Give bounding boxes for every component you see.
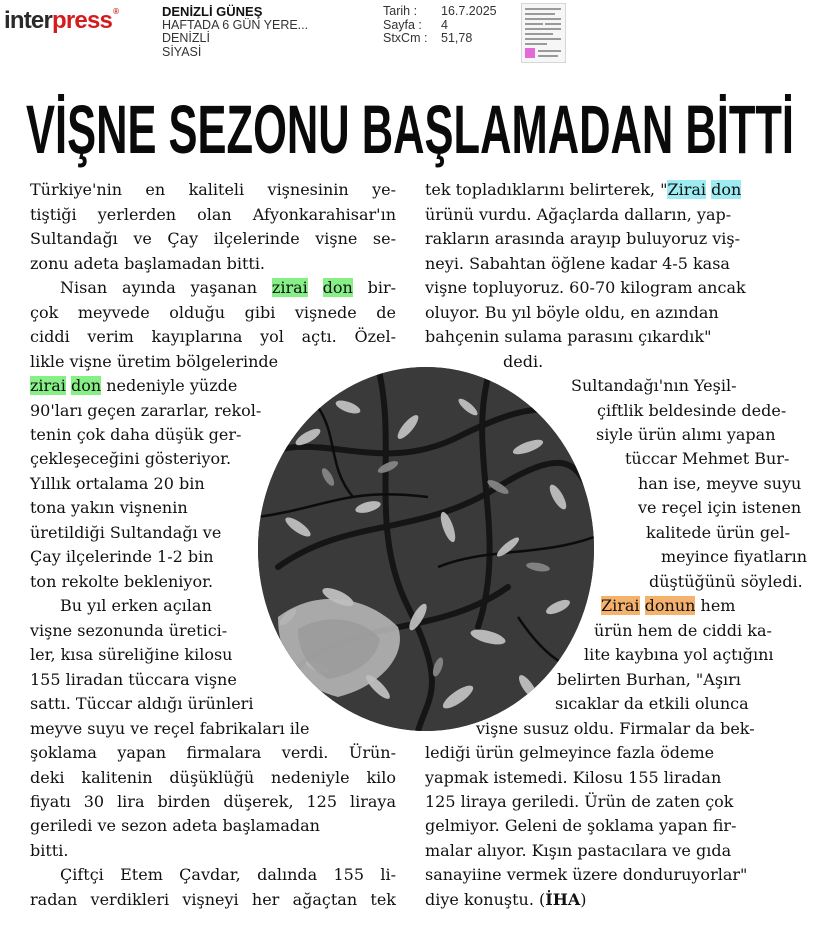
article-line xyxy=(30,790,396,814)
line-text: ve reçel için istenen xyxy=(638,498,802,517)
article-line xyxy=(625,447,789,471)
line-text: neyi. Sabahtan öğlene kadar 4-5 kasa xyxy=(425,254,730,273)
line-text xyxy=(640,596,645,615)
source-meta xyxy=(162,5,308,59)
line-text: ) xyxy=(580,890,587,909)
article-line xyxy=(30,447,231,471)
article-line xyxy=(30,888,396,912)
line-text: ler, kısa süreliğine kilosu xyxy=(30,645,233,664)
page-label: Sayfa : xyxy=(383,17,422,32)
line-text: nedeniyle yüzde xyxy=(101,376,238,395)
article-line xyxy=(425,301,719,325)
article-line xyxy=(30,717,309,741)
line-text: tek topladıklarını belirterek, " xyxy=(425,180,668,199)
article-line xyxy=(30,350,278,374)
line-text: deki kalitenin düşüklüğü nedeniyle kilo xyxy=(30,768,396,787)
publication-frequency: HAFTADA 6 GÜN YERE... xyxy=(162,17,309,32)
line-text: ciddi verim kayıplarına yol açtı. Özel- xyxy=(30,327,396,346)
page-thumbnail[interactable] xyxy=(521,3,566,63)
article-line xyxy=(601,594,735,618)
line-text: han ise, meyve suyu xyxy=(638,474,802,493)
article-line xyxy=(594,619,772,643)
highlighted-keyword: donun xyxy=(644,596,696,615)
line-text xyxy=(308,278,323,297)
article-line xyxy=(555,692,749,716)
line-text: bir- xyxy=(352,278,396,297)
highlighted-keyword: don xyxy=(322,278,353,297)
article-line xyxy=(661,545,807,569)
line-text: gelmiyor. Geleni de şoklama yapan fir- xyxy=(425,816,737,835)
line-text: dedi. xyxy=(503,352,544,371)
line-text: hem xyxy=(695,596,736,615)
highlighted-keyword: don xyxy=(70,376,102,395)
highlighted-keyword: Zirai xyxy=(601,596,640,615)
article-line xyxy=(476,717,755,741)
article-line xyxy=(30,766,396,790)
line-text: 125 liraya geriledi. Ürün de zaten çok xyxy=(425,792,734,811)
article-line xyxy=(30,325,396,349)
line-text: lediği ürün gelmeyince fazla ödeme xyxy=(425,743,715,762)
line-text: zonu adeta başlamadan bitti. xyxy=(30,254,266,273)
article-line xyxy=(30,839,68,863)
article-line xyxy=(30,178,396,202)
article-line xyxy=(597,399,786,423)
stxcm-label: StxCm : xyxy=(383,31,428,45)
line-text: tenin çok daha düşük ger- xyxy=(30,425,242,444)
line-text: çok meyvede olduğu gibi vişnede de xyxy=(30,303,396,322)
article-line xyxy=(30,203,396,227)
line-text: oluyor. Bu yıl böyle oldu, en azından xyxy=(425,303,719,322)
article-line xyxy=(30,423,241,447)
article-line xyxy=(30,619,227,643)
article-line xyxy=(60,276,396,300)
line-text: Nisan ayında yaşanan xyxy=(60,278,272,297)
article-line xyxy=(425,227,740,251)
line-text: lite kaybına yol açtığını xyxy=(584,645,774,664)
article-line xyxy=(584,643,773,667)
agency-credit: İHA xyxy=(545,890,581,909)
line-text: tüccar Mehmet Bur- xyxy=(625,449,790,468)
article-line xyxy=(425,252,730,276)
article-line xyxy=(30,496,188,520)
line-text: sıcaklar da etkili olunca xyxy=(555,694,749,713)
line-text: çekleşeceğini gösteriyor. xyxy=(30,449,232,468)
line-text: meyince fiyatların xyxy=(661,547,808,566)
interpress-logo: interpress® xyxy=(4,7,119,34)
article-line xyxy=(425,178,741,202)
article-line xyxy=(649,570,803,594)
article-line xyxy=(30,252,265,276)
line-text: likle vişne üretim bölgelerinde xyxy=(30,352,279,371)
article-line xyxy=(30,521,221,545)
line-text: bitti. xyxy=(30,841,69,860)
stxcm-value: 51,78 xyxy=(441,31,473,45)
publication-category: SİYASİ xyxy=(162,44,202,59)
line-text: diye konuştu. ( xyxy=(425,890,546,909)
page-value: 4 xyxy=(441,17,448,32)
line-text: Çiftçi Etem Çavdar, dalında 155 li- xyxy=(60,865,396,884)
article-line xyxy=(30,643,232,667)
article-line xyxy=(596,423,776,447)
headline: VİŞNE SEZONU BAŞLAMADAN BİTTİ xyxy=(26,91,795,168)
line-text: Türkiye'nin en kaliteli vişnesinin ye- xyxy=(30,180,396,199)
line-text: tona yakın vişnenin xyxy=(30,498,188,517)
line-text: Çay ilçelerinde 1-2 bin xyxy=(30,547,214,566)
line-text: çiftlik beldesinde dede- xyxy=(597,401,787,420)
line-text: malar alıyor. Kışın pastacılara ve gıda xyxy=(425,841,732,860)
clipping-info xyxy=(383,5,497,46)
highlighted-keyword: Zirai xyxy=(667,180,707,199)
line-text: sanayiine vermek üzere donduruyorlar" xyxy=(425,865,748,884)
line-text: sattı. Tüccar aldığı ürünleri xyxy=(30,694,254,713)
article-line xyxy=(425,325,711,349)
article-line xyxy=(425,863,747,887)
article-line xyxy=(30,668,237,692)
highlighted-keyword: zirai xyxy=(30,376,66,395)
line-text: vişne sezonunda üretici- xyxy=(30,621,228,640)
article-line xyxy=(30,692,253,716)
line-text: vişne susuz oldu. Firmalar da bek- xyxy=(476,719,755,738)
article-line xyxy=(503,350,543,374)
article-line xyxy=(425,766,721,790)
article-line xyxy=(425,814,736,838)
line-text: Yıllık ortalama 20 bin xyxy=(30,474,205,493)
date-value: 16.7.2025 xyxy=(441,4,497,18)
article-line xyxy=(30,374,237,398)
line-text: rakların arasında arayıp buluyoruz viş- xyxy=(425,229,741,248)
article-line xyxy=(60,594,212,618)
date-label: Tarih : xyxy=(383,4,418,18)
article-line xyxy=(425,839,731,863)
article-line xyxy=(646,521,790,545)
article-line xyxy=(638,496,801,520)
publication-name: DENİZLİ GÜNEŞ xyxy=(162,4,263,19)
line-text: ürünü vurdu. Ağaçlarda dalların, yap- xyxy=(425,205,732,224)
article-line xyxy=(638,472,801,496)
line-text: radan verdikleri vişneyi her ağaçtan tek xyxy=(30,890,396,909)
line-text: 90'ları geçen zararlar, rekol- xyxy=(30,401,262,420)
line-text: siyle ürün alımı yapan xyxy=(596,425,776,444)
article-line xyxy=(571,374,737,398)
highlighted-keyword: zirai xyxy=(271,278,308,297)
line-text: geriledi ve sezon adeta başlamadan xyxy=(30,816,320,835)
article-line xyxy=(30,814,320,838)
line-text: belirten Burhan, "Aşırı xyxy=(557,670,741,689)
article-line xyxy=(425,741,714,765)
line-text: 155 liradan tüccara vişne xyxy=(30,670,237,689)
article-line xyxy=(30,545,214,569)
line-text: Bu yıl erken açılan xyxy=(60,596,212,615)
article-line xyxy=(30,301,396,325)
article-line xyxy=(30,472,205,496)
line-text: meyve suyu ve reçel fabrikaları ile xyxy=(30,719,310,738)
line-text: ton rekolte bekleniyor. xyxy=(30,572,214,591)
highlighted-keyword: don xyxy=(711,180,742,199)
article-photo xyxy=(258,367,594,731)
article-line xyxy=(557,668,741,692)
line-text: şoklama yapan firmalara verdi. Ürün- xyxy=(30,743,396,762)
article-line xyxy=(30,227,396,251)
article-line xyxy=(60,863,396,887)
line-text: Sultandağı'nın Yeşil- xyxy=(571,376,737,395)
article-line xyxy=(30,399,261,423)
article-line xyxy=(30,741,396,765)
article-line xyxy=(425,276,746,300)
line-text: fiyatı 30 lira birden düşerek, 125 liraya xyxy=(30,792,396,811)
line-text: Sultandağı ve Çay ilçelerinde vişne se- xyxy=(30,229,396,248)
line-text: üretildiği Sultandağı ve xyxy=(30,523,222,542)
thumbnail-highlight-marker xyxy=(525,48,535,58)
article-line xyxy=(425,203,731,227)
cherry-tree-photo xyxy=(258,367,594,731)
article-line xyxy=(425,790,733,814)
line-text: yapmak istemedi. Kilosu 155 liradan xyxy=(425,768,722,787)
publication-city: DENİZLİ xyxy=(162,31,210,45)
line-text: bahçenin sulama parasını çıkardık" xyxy=(425,327,712,346)
line-text: kalitede ürün gel- xyxy=(646,523,791,542)
article-line xyxy=(425,888,587,912)
line-text: düştüğünü söyledi. xyxy=(649,572,803,591)
line-text: ürün hem de ciddi ka- xyxy=(594,621,772,640)
line-text: tiştiği yerlerden olan Afyonkarahisar'ın xyxy=(30,205,396,224)
line-text: vişne topluyoruz. 60-70 kilogram ancak xyxy=(425,278,746,297)
article-line xyxy=(30,570,213,594)
